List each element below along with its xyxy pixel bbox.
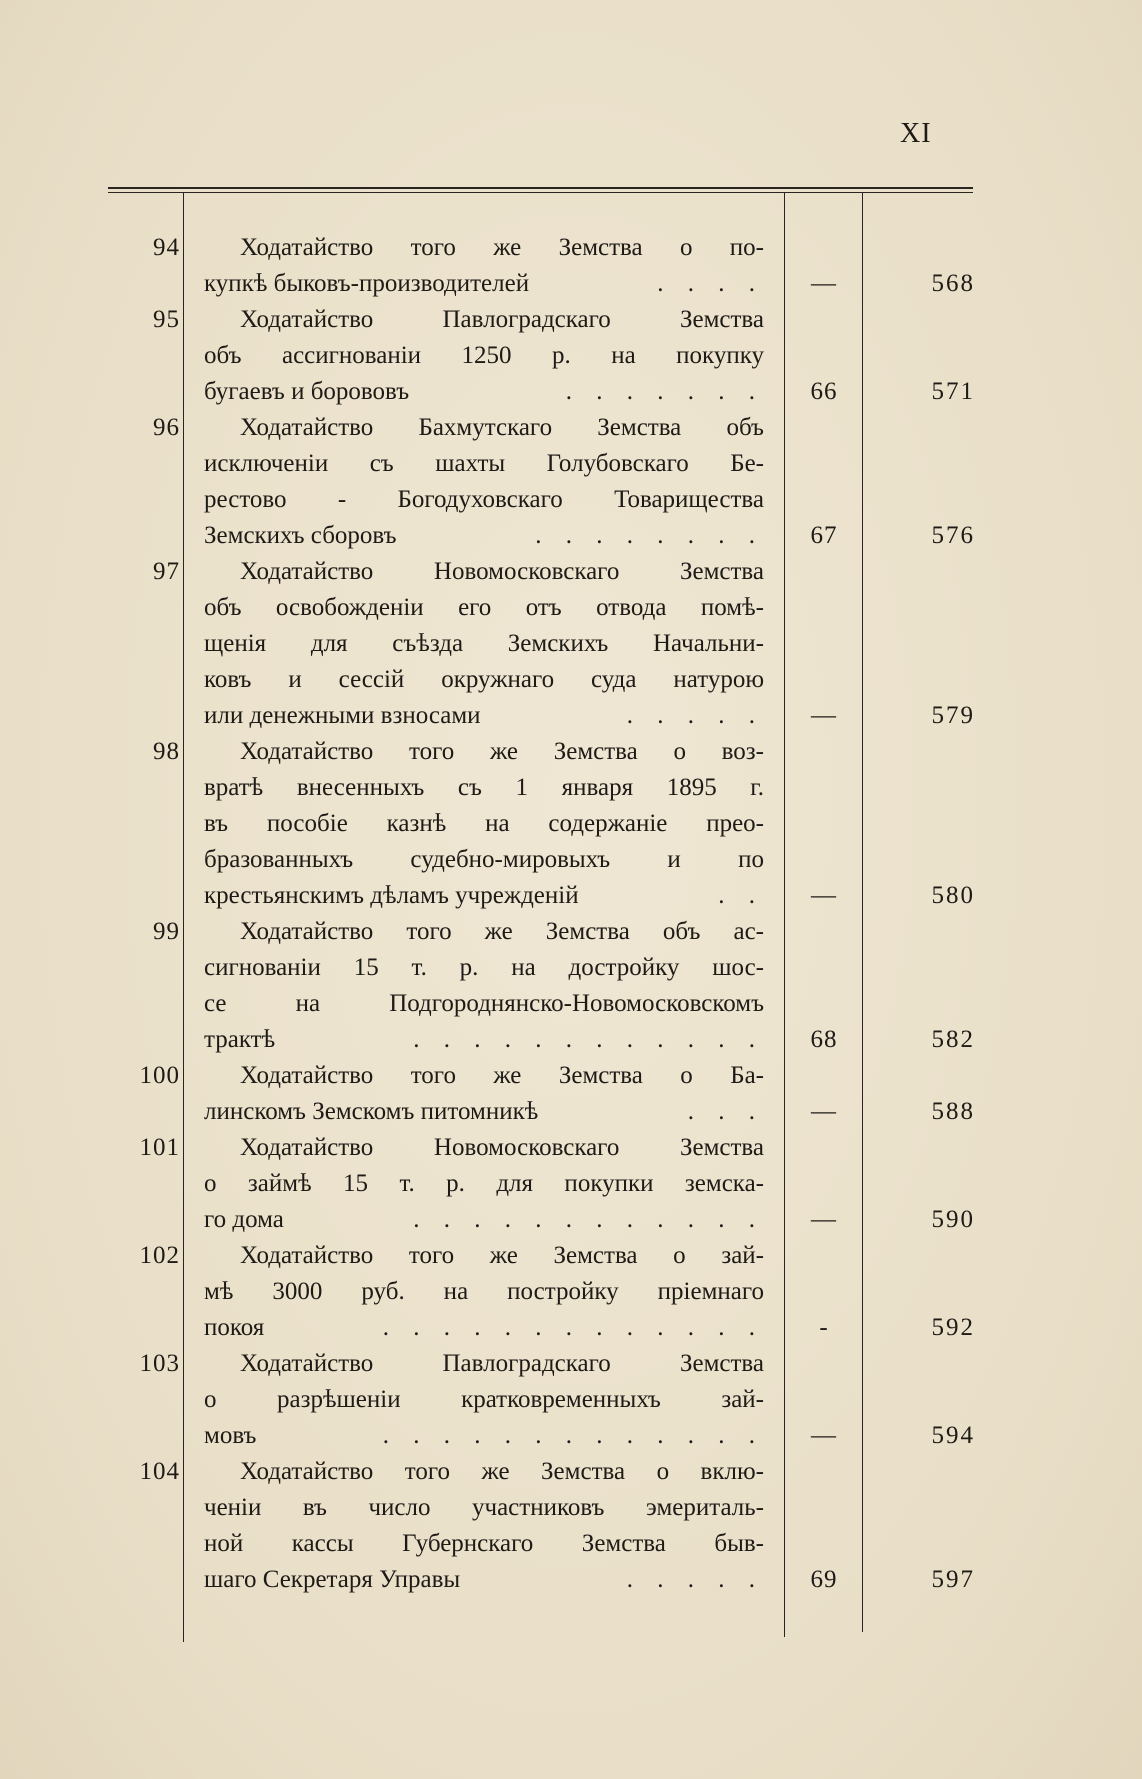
entry-text-line: Ходатайство Бахмутскаго Земства объ	[240, 414, 764, 441]
entry-text-line: купкѣ быковъ-производителей	[204, 270, 530, 297]
entry-text-line: Ходатайство того же Земства о воз-	[240, 738, 764, 765]
entry-text-line: линскомъ Земскомъ питомникѣ	[204, 1098, 539, 1125]
entry-text-line: о займѣ 15 т. р. для покупки земска-	[204, 1170, 764, 1197]
header-rule-thin	[108, 192, 973, 193]
entry-page-number: 582	[931, 1026, 975, 1053]
entry-text-line: объ освобожденіи его отъ отвода помѣ-	[204, 594, 764, 621]
entry-page-number: 580	[931, 882, 975, 909]
entry-text-line: се на Подгороднянско-Новомосковскомъ	[204, 990, 764, 1017]
entry-text-line: Ходатайство Павлоградскаго Земства	[240, 1350, 764, 1377]
entry-text-line: ной кассы Губернскаго Земства быв-	[204, 1530, 764, 1557]
entry-text-line: исключеніи съ шахты Голубовскаго Бе-	[204, 450, 764, 477]
entry-text-line: Ходатайство того же Земства о по-	[240, 234, 764, 261]
entry-text-line: о разрѣшеніи кратковременныхъ зай-	[204, 1386, 764, 1413]
entry-number: 96	[153, 414, 180, 441]
leader-dots: . . . . . . . . . . . .	[413, 1026, 764, 1053]
entry-text-line: Ходатайство того же Земства о Ба-	[240, 1062, 764, 1089]
column-divider-number	[183, 192, 184, 1642]
entry-text-line: или денежными взносами	[204, 702, 481, 729]
leader-dots: . . . .	[657, 270, 764, 297]
page-number: XI	[900, 118, 932, 149]
entry-col-a: —	[811, 270, 837, 297]
entry-col-a: 66	[810, 378, 838, 405]
entry-page-number: 571	[931, 378, 975, 405]
entry-text-line: мовъ	[204, 1422, 257, 1449]
entry-col-a: —	[811, 882, 837, 909]
entry-text-line: го дома	[204, 1206, 284, 1233]
entry-text-line: объ ассигнованіи 1250 р. на покупку	[204, 342, 764, 369]
entry-text-line: ченіи въ число участниковъ эмериталь-	[204, 1494, 764, 1521]
entry-text-line: щенія для съѣзда Земскихъ Начальни-	[204, 630, 764, 657]
entry-number: 101	[139, 1134, 180, 1161]
entry-text-line: въ пособіе казнѣ на содержаніе прео-	[204, 810, 764, 837]
leader-dots: . . . . . . . . . . . . .	[382, 1314, 764, 1341]
leader-dots: . . .	[687, 1098, 764, 1125]
entry-col-a: 68	[810, 1026, 838, 1053]
entry-text-line: Ходатайство того же Земства о зай-	[240, 1242, 764, 1269]
entry-col-a: —	[811, 702, 837, 729]
entry-page-number: 568	[931, 270, 975, 297]
entry-text-line: Ходатайство того же Земства о вклю-	[240, 1458, 764, 1485]
entry-number: 98	[153, 738, 180, 765]
entry-col-a: -	[819, 1314, 829, 1341]
entry-text-line: шаго Секретаря Управы	[204, 1566, 461, 1593]
entry-text-line: крестьянскимъ дѣламъ учрежденій	[204, 882, 579, 909]
leader-dots: . . . . .	[626, 702, 764, 729]
entry-text-line: покоя	[204, 1314, 265, 1341]
entry-number: 104	[139, 1458, 180, 1485]
entry-text-line: бразованныхъ судебно-мировыхъ и по	[204, 846, 764, 873]
entry-page-number: 579	[931, 702, 975, 729]
entry-text-line: мѣ 3000 руб. на постройку пріемнаго	[204, 1278, 764, 1305]
header-rule	[108, 187, 973, 189]
leader-dots: . . . . . . .	[565, 378, 764, 405]
entry-col-a: 67	[810, 522, 838, 549]
entry-col-a: —	[811, 1206, 837, 1233]
entry-number: 100	[139, 1062, 180, 1089]
leader-dots: . . . . . . . . . . . . .	[382, 1422, 764, 1449]
column-divider-text	[784, 192, 785, 1637]
entry-page-number: 592	[931, 1314, 975, 1341]
entry-col-a: 69	[810, 1566, 838, 1593]
leader-dots: . . . . .	[626, 1566, 764, 1593]
entry-page-number: 576	[931, 522, 975, 549]
entry-text-line: Ходатайство того же Земства объ ас-	[240, 918, 764, 945]
entry-text-line: Ходатайство Павлоградскаго Земства	[240, 306, 764, 333]
entry-page-number: 597	[931, 1566, 975, 1593]
entry-number: 99	[153, 918, 180, 945]
entry-page-number: 590	[931, 1206, 975, 1233]
entry-text-line: бугаевъ и борововъ	[204, 378, 410, 405]
entry-number: 97	[153, 558, 180, 585]
column-divider-col-a	[862, 192, 863, 1632]
leader-dots: . . . . . . . .	[535, 522, 764, 549]
entry-page-number: 594	[931, 1422, 975, 1449]
entry-col-a: —	[811, 1422, 837, 1449]
entry-number: 95	[153, 306, 180, 333]
leader-dots: . . . . . . . . . . . .	[413, 1206, 764, 1233]
entry-text-line: ковъ и сессій окружнаго суда натурою	[204, 666, 764, 693]
entry-text-line: вратѣ внесенныхъ съ 1 января 1895 г.	[204, 774, 764, 801]
entry-number: 103	[139, 1350, 180, 1377]
entry-text-line: трактѣ	[204, 1026, 276, 1053]
entry-col-a: —	[811, 1098, 837, 1125]
entry-text-line: Ходатайство Новомосковскаго Земства	[240, 1134, 764, 1161]
entry-number: 102	[139, 1242, 180, 1269]
entry-text-line: Ходатайство Новомосковскаго Земства	[240, 558, 764, 585]
entry-text-line: рестово - Богодуховскаго Товарищества	[204, 486, 764, 513]
entry-text-line: Земскихъ сборовъ	[204, 522, 397, 549]
entry-number: 94	[153, 234, 180, 261]
entry-page-number: 588	[931, 1098, 975, 1125]
entry-text-line: сигнованіи 15 т. р. на достройку шос-	[204, 954, 764, 981]
leader-dots: . .	[718, 882, 764, 909]
